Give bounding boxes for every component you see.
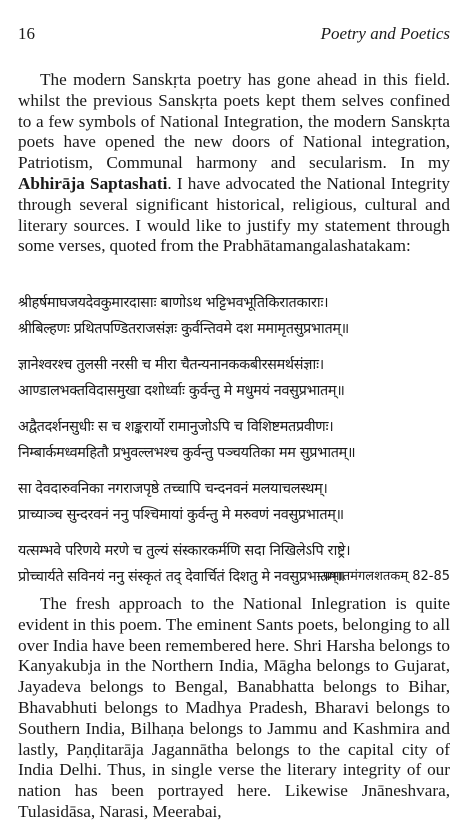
verse-line: ज्ञानेश्वरश्च तुलसी नरसी च मीरा चैतन्यनानककबीरसमर्थसंज्ञाः। <box>18 357 324 373</box>
verse-line: अद्वैतदर्शनसुधीः स च शङ्करार्यो रामानुजोऽपि च विशिष्टमतप्रवीणः। <box>18 419 334 435</box>
verse-line: निम्बार्कमध्वमहितौ प्रभुवल्लभश्च कुर्वन्तु पञ्चयतिका मम सुप्रभातम्॥ <box>18 445 356 461</box>
verse-line: आण्डालभक्तविदासमुखा दशोर्ध्वाः कुर्वन्तु मे मधुमयं नवसुप्रभातम्॥ <box>18 383 345 399</box>
paragraph-intro-text-1: The modern Sanskṛta poetry has gone ahead in this field. whilst the previous Sanskṛta poets kept them selves confined to a few symbols of National Integration, the modern Sanskṛta poets have opened the new doors of National integration, Patriotism, Communal harmony and secularism. In my <box>18 70 450 173</box>
verse-line: श्रीबिल्हणः प्रथितपण्डितराजसंज्ञः कुर्वन्तिवमे दश ममामृतसुप्रभातम्॥ <box>18 321 349 337</box>
verse-citation: –प्रभातमंगलशतकम् 82-85 <box>316 569 450 584</box>
verse-line: प्रोच्चार्यते सविनयं ननु संस्कृतं तद् देवार्चितं दिशतु मे नवसुप्रभातम्॥ <box>18 569 345 585</box>
verse-line: यत्सम्भवे परिणये मरणे च तुल्यं संस्कारकर्मणि सदा निखिलेऽपि राष्ट्रे। <box>18 543 351 559</box>
verse-line: प्राच्याञ्च सुन्दरवनं ननु पश्चिमायां कुर्वन्तु मे मरुवणं नवसुप्रभातम्॥ <box>18 507 344 523</box>
page-header <box>0 0 466 56</box>
verse-3 <box>18 414 452 466</box>
page-number: 16 <box>18 24 35 43</box>
verse-block <box>18 290 452 600</box>
verse-4 <box>18 476 452 528</box>
book-title-bold: Abhirāja Saptashati <box>18 173 168 193</box>
verse-1 <box>18 290 452 342</box>
paragraph-intro <box>18 70 450 257</box>
verse-2 <box>18 352 452 404</box>
running-title: Poetry and Poetics <box>320 24 450 43</box>
verse-line: श्रीहर्षमाघजयदेवकुमारदासाः बाणोऽथ भट्टिभवभूतिकिरातकाराः। <box>18 295 329 311</box>
paragraph-analysis-text: The fresh approach to the National Inlegration is quite evident in this poem. The eminent Sants poets, belonging to all over India have been remembered here. Shri Harsha belongs to Kanyakubja in the Northern India, Māgha belongs to Gujarat, Jayadeva belongs to Bengal, Banabhatta belongs to Bihar, Bhavabhuti belongs to Madhya Pradesh, Bharavi belongs to Southern India, Bilhaṇa belongs to Jammu and Kashmira and lastly, Paṇḍitarāja Jagannātha belongs to the capital city of India Delhi. Thus, in single verse the literary integrity of our nation has been portrayed here. Likewise Jnāneshvara, Tulasidāsa, Narasi, Meerabai, <box>18 594 450 821</box>
verse-line: सा देवदारुवनिका नगराजपृष्ठे तच्चापि चन्दनवनं मलयाचलस्थम्। <box>18 481 328 497</box>
paragraph-analysis <box>18 594 450 823</box>
paragraph-intro-text-2: . I have advocated the National Integrity through several significant historical, religious, cultural and literary sources. I would like to justify my statement through some verses, quoted from the Prabhātamangalashatakam: <box>18 173 450 256</box>
